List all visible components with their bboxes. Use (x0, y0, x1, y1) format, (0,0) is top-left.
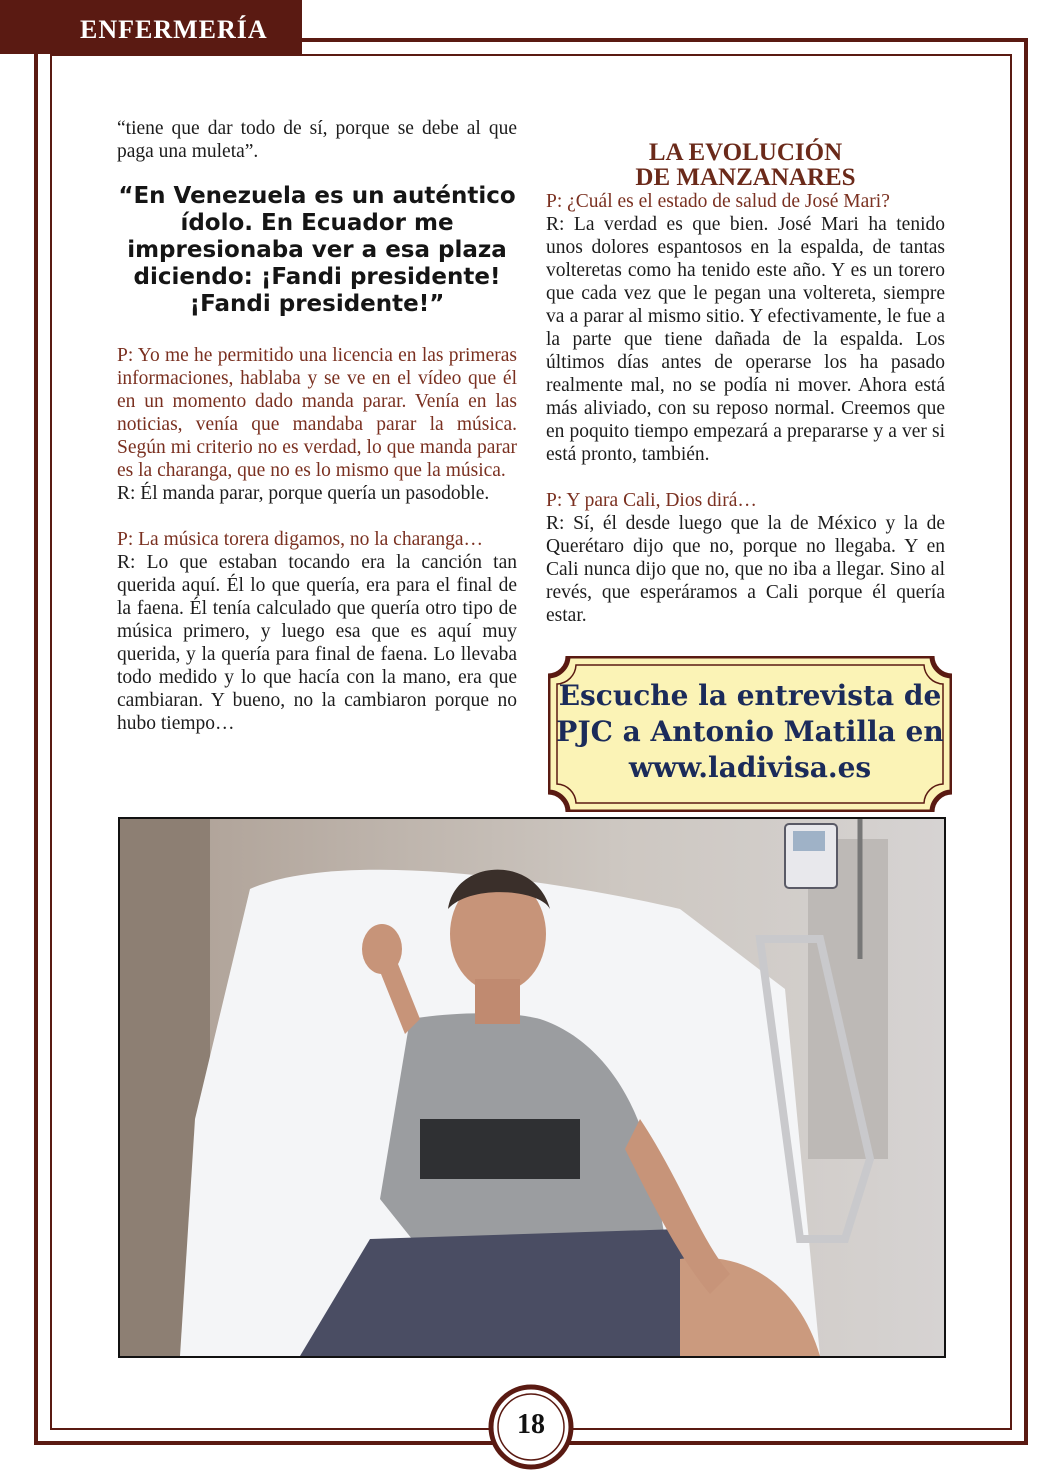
question-2: P: La música torera digamos, no la charanga… (117, 529, 484, 550)
section-title: ENFERMERÍA (80, 15, 268, 44)
section-tab (0, 0, 302, 54)
heading-line-2: DE MANZANARES (635, 164, 856, 191)
question-3: P: ¿Cuál es el estado de salud de José Mari? (546, 191, 890, 212)
neck (475, 979, 520, 1024)
promo-line-2: PJC a Antonio Matilla en (556, 715, 944, 748)
answer-3: R: La verdad es que bien. José Mari ha tenido unos dolores espantosos en la espalda, de tantas volteretas como ha tenido este año. Y es un torero que cada vez que le pegan una voltereta, siempre va a parar al mismo sitio. Y efectivamente, le fue a la parte que tiene dañada de la espalda. Los últimos días antes de operarse los ha pasado realmente mal, no se podía ni mover. Ahora está más aliviado, con su reposo normal. Creemos que en poquito tiempo empezará a prepararse y a ver si está pronto, también. (546, 214, 945, 465)
right-column (546, 140, 945, 627)
page-number: 18 (517, 1409, 545, 1440)
answer-1: R: Él manda parar, porque quería un pasodoble. (117, 483, 490, 504)
answer-2: R: Lo que estaban tocando era la canción tan querida aquí. Él lo que quería, era para el final de la faena. Él tenía calculado que quería otro tipo de música primero, y luego esa que es aquí muy querida, y la quería para final de faena. Lo llevaba todo medido y lo que hacía con la mano, era que cambiaran. Y bueno, no la cambiaron porque no hubo tiempo… (117, 552, 517, 734)
question-1: P: Yo me he permitido una licencia en las primeras informaciones, hablaba y se ve en el vídeo que él en un momento dado manda parar. Venía en las noticias, venía que mandaba parar la música. Según mi criterio no es verdad, lo que manda parar es la charanga, que no es lo mismo que la música. (117, 345, 517, 481)
page-number-badge (487, 1383, 575, 1471)
photo-illustration (120, 819, 944, 1356)
interview-promo-box[interactable] (548, 656, 952, 812)
thumbs-up-hand (362, 924, 402, 974)
promo-text (548, 678, 952, 786)
promo-link[interactable]: www.ladivisa.es (628, 751, 872, 784)
pull-quote: “En Venezuela es un auténtico ídolo. En Ecuador me impresionaba ver a esa plaza diciendo: ¡Fandi presidente! ¡Fandi presidente!” (118, 183, 516, 317)
section-heading (546, 140, 945, 190)
shorts (300, 1229, 740, 1356)
shirt-print (420, 1119, 580, 1179)
left-column (117, 117, 517, 735)
intro-quote: “tiene que dar todo de sí, porque se debe al que paga una muleta”. (117, 118, 517, 162)
heading-line-1: LA EVOLUCIÓN (648, 139, 843, 166)
hospital-photo (118, 817, 946, 1358)
pump-screen (793, 831, 825, 851)
question-4: P: Y para Cali, Dios dirá… (546, 490, 757, 511)
answer-4: R: Sí, él desde luego que la de México y la de Querétaro dijo que no, porque no llegaba. Y en Cali nunca dijo que no, que no iba a llegar. Sino al revés, que esperáramos a Cali porque él quería estar. (546, 513, 945, 626)
promo-line-1: Escuche la entrevista de (558, 679, 942, 712)
